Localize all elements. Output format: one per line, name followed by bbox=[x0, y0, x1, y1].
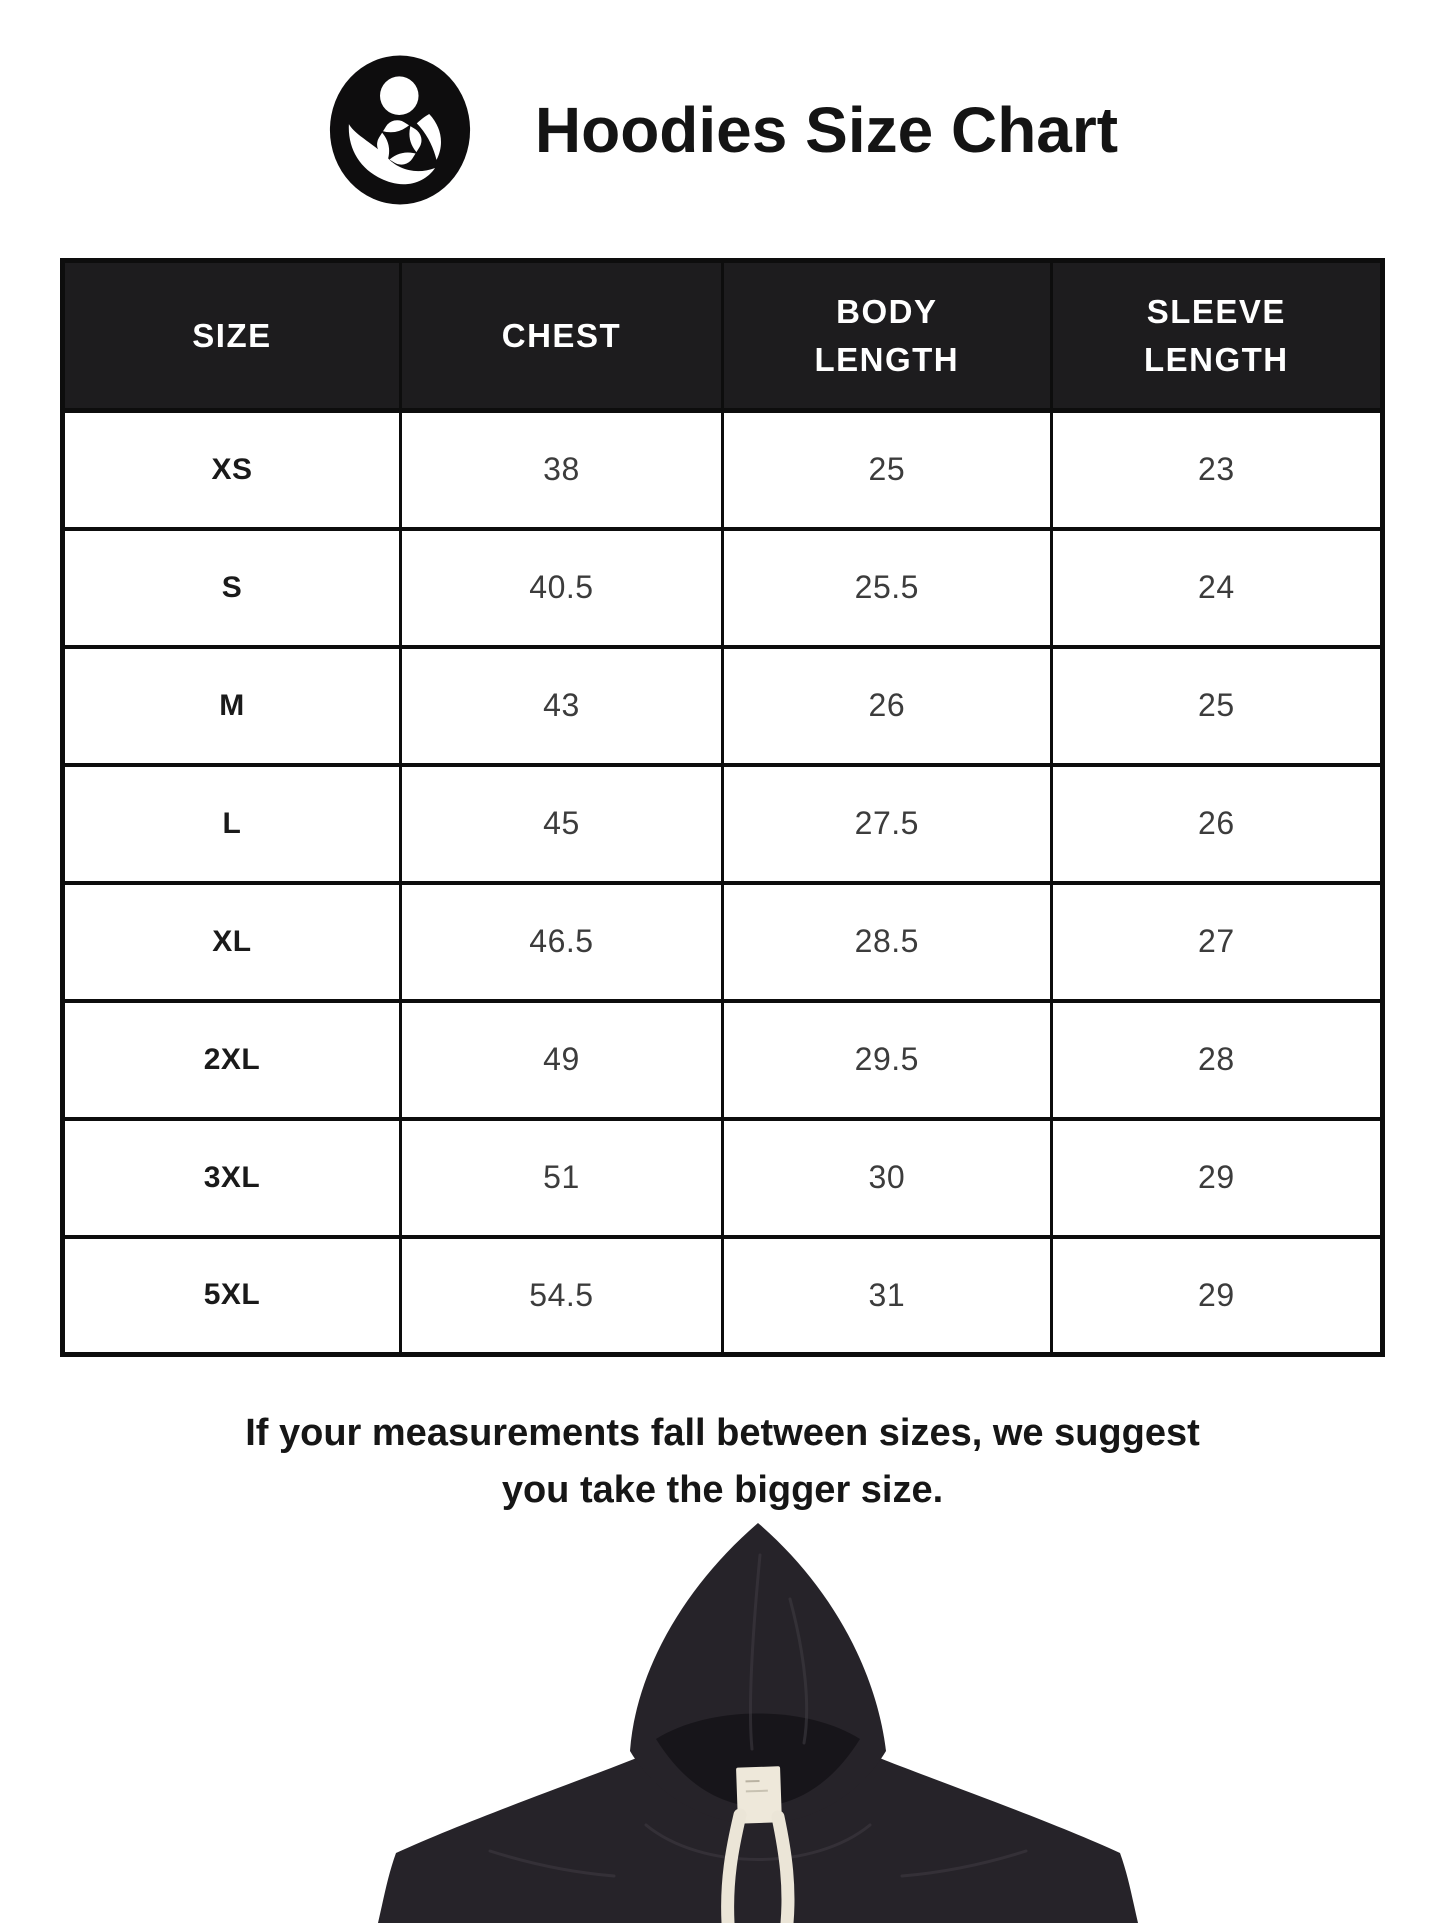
table-row bbox=[63, 1001, 1383, 1119]
chest-cell: 45 bbox=[400, 765, 722, 883]
body-length-cell: 25.5 bbox=[722, 529, 1051, 647]
size-cell: XS bbox=[63, 411, 401, 529]
sleeve-length-cell: 27 bbox=[1051, 883, 1382, 1001]
chest-cell: 38 bbox=[400, 411, 722, 529]
sleeve-length-cell: 29 bbox=[1051, 1119, 1382, 1237]
brand-header bbox=[0, 0, 1445, 206]
chest-cell: 40.5 bbox=[400, 529, 722, 647]
table-row bbox=[63, 647, 1383, 765]
page-title: Hoodies Size Chart bbox=[534, 94, 1119, 166]
table-row bbox=[63, 883, 1383, 1001]
sleeve-length-cell: 29 bbox=[1051, 1237, 1382, 1355]
chest-cell: 46.5 bbox=[400, 883, 722, 1001]
size-chart-table bbox=[60, 258, 1385, 1357]
brand-logo-icon bbox=[327, 54, 473, 206]
column-header-size: SIZE bbox=[63, 261, 401, 411]
size-cell: L bbox=[63, 765, 401, 883]
size-cell: 5XL bbox=[63, 1237, 401, 1355]
table-row bbox=[63, 1119, 1383, 1237]
column-header-sleeve-length: SLEEVE LENGTH bbox=[1051, 261, 1382, 411]
size-cell: 3XL bbox=[63, 1119, 401, 1237]
table-header-row bbox=[63, 261, 1383, 411]
sleeve-length-cell: 25 bbox=[1051, 647, 1382, 765]
body-length-cell: 30 bbox=[722, 1119, 1051, 1237]
column-header-chest: CHEST bbox=[400, 261, 722, 411]
hoodie-product-image bbox=[290, 1519, 1156, 1923]
table-row bbox=[63, 1237, 1383, 1355]
size-cell: S bbox=[63, 529, 401, 647]
sleeve-length-cell: 26 bbox=[1051, 765, 1382, 883]
size-cell: M bbox=[63, 647, 401, 765]
body-length-cell: 28.5 bbox=[722, 883, 1051, 1001]
column-header-body-length: BODY LENGTH bbox=[722, 261, 1051, 411]
chest-cell: 54.5 bbox=[400, 1237, 722, 1355]
table-row bbox=[63, 765, 1383, 883]
chest-cell: 49 bbox=[400, 1001, 722, 1119]
chest-cell: 51 bbox=[400, 1119, 722, 1237]
sleeve-length-cell: 24 bbox=[1051, 529, 1382, 647]
body-length-cell: 29.5 bbox=[722, 1001, 1051, 1119]
table-row bbox=[63, 411, 1383, 529]
body-length-cell: 25 bbox=[722, 411, 1051, 529]
sleeve-length-cell: 23 bbox=[1051, 411, 1382, 529]
sizing-note: If your measurements fall between sizes, we suggest you take the bigger size. bbox=[245, 1412, 1200, 1511]
table-row bbox=[63, 529, 1383, 647]
chest-cell: 43 bbox=[400, 647, 722, 765]
sleeve-length-cell: 28 bbox=[1051, 1001, 1382, 1119]
body-length-cell: 26 bbox=[722, 647, 1051, 765]
size-cell: 2XL bbox=[63, 1001, 401, 1119]
size-cell: XL bbox=[63, 883, 401, 1001]
body-length-cell: 27.5 bbox=[722, 765, 1051, 883]
body-length-cell: 31 bbox=[722, 1237, 1051, 1355]
